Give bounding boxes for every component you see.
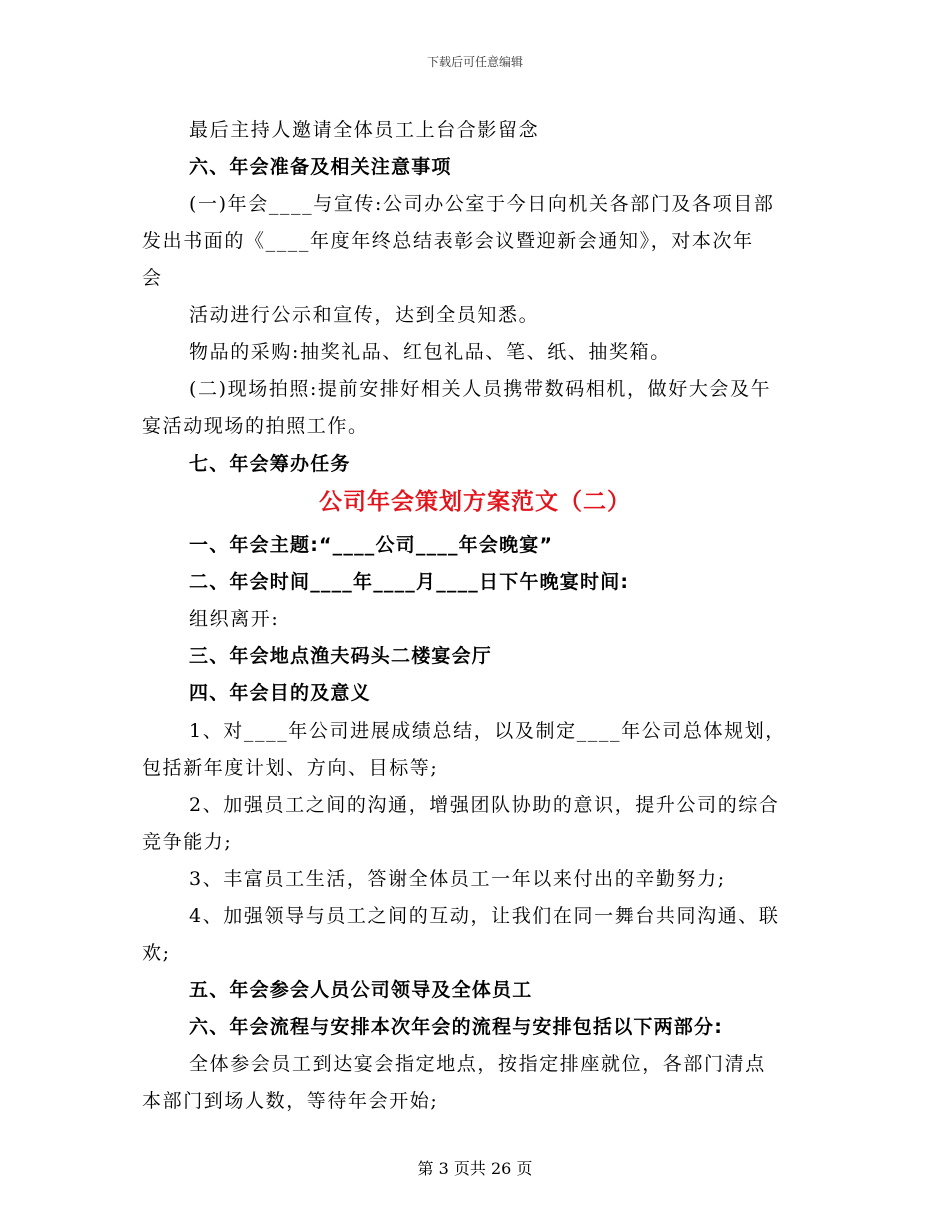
body-line: (一)年会____与宣传:公司办公室于今日向机关各部门及各项目部 — [189, 193, 775, 215]
body-line: 组织离开: — [189, 608, 280, 630]
body-line: 最后主持人邀请全体员工上台合影留念 — [189, 119, 540, 141]
body-line: 活动进行公示和宣传，达到全员知悉。 — [189, 304, 540, 326]
body-line: 宴活动现场的拍照工作。 — [142, 415, 369, 437]
body-line: 4、加强领导与员工之间的互动，让我们在同一舞台共同沟通、联 — [189, 905, 780, 927]
section-heading: 一、年会主题:“____公司____年会晚宴” — [189, 534, 554, 556]
body-line: 竞争能力; — [142, 831, 233, 853]
body-line: 本部门到场人数，等待年会开始; — [142, 1090, 439, 1112]
body-line: 发出书面的《____年度年终总结表彰会议暨迎新会通知》，对本次年 — [142, 230, 754, 252]
section-heading: 七、年会筹办任务 — [189, 453, 351, 475]
page-footer: 第 3 页共 26 页 — [417, 1159, 533, 1178]
section-heading: 二、年会时间____年____月____日下午晚宴时间: — [189, 571, 630, 593]
body-line: 会 — [142, 267, 163, 289]
body-line: 物品的采购:抽奖礼品、红包礼品、笔、纸、抽奖箱。 — [189, 341, 671, 363]
section-heading: 三、年会地点渔夫码头二楼宴会厅 — [189, 645, 493, 667]
body-line: (二)现场拍照:提前安排好相关人员携带数码相机，做好大会及午 — [189, 378, 772, 400]
body-line: 全体参会员工到达宴会指定地点，按指定排座就位，各部门清点 — [189, 1053, 766, 1075]
body-line: 3、丰富员工生活，答谢全体员工一年以来付出的辛勤努力; — [189, 868, 726, 890]
body-line: 欢; — [142, 942, 171, 964]
body-line: 1、对____年公司进展成绩总结，以及制定____年公司总体规划， — [189, 720, 786, 742]
section-heading: 四、年会目的及意义 — [189, 682, 371, 704]
body-line: 2、加强员工之间的沟通，增强团队协助的意识，提升公司的综合 — [189, 794, 780, 816]
section-heading: 五、年会参会人员公司领导及全体员工 — [189, 979, 533, 1001]
body-line: 包括新年度计划、方向、目标等; — [142, 757, 439, 779]
section-heading: 六、年会流程与安排本次年会的流程与安排包括以下两部分: — [189, 1016, 723, 1038]
section-heading: 六、年会准备及相关注意事项 — [189, 156, 452, 178]
document-title: 公司年会策划方案范文（二） — [319, 489, 631, 515]
page-header: 下载后可任意编辑 — [426, 55, 523, 69]
